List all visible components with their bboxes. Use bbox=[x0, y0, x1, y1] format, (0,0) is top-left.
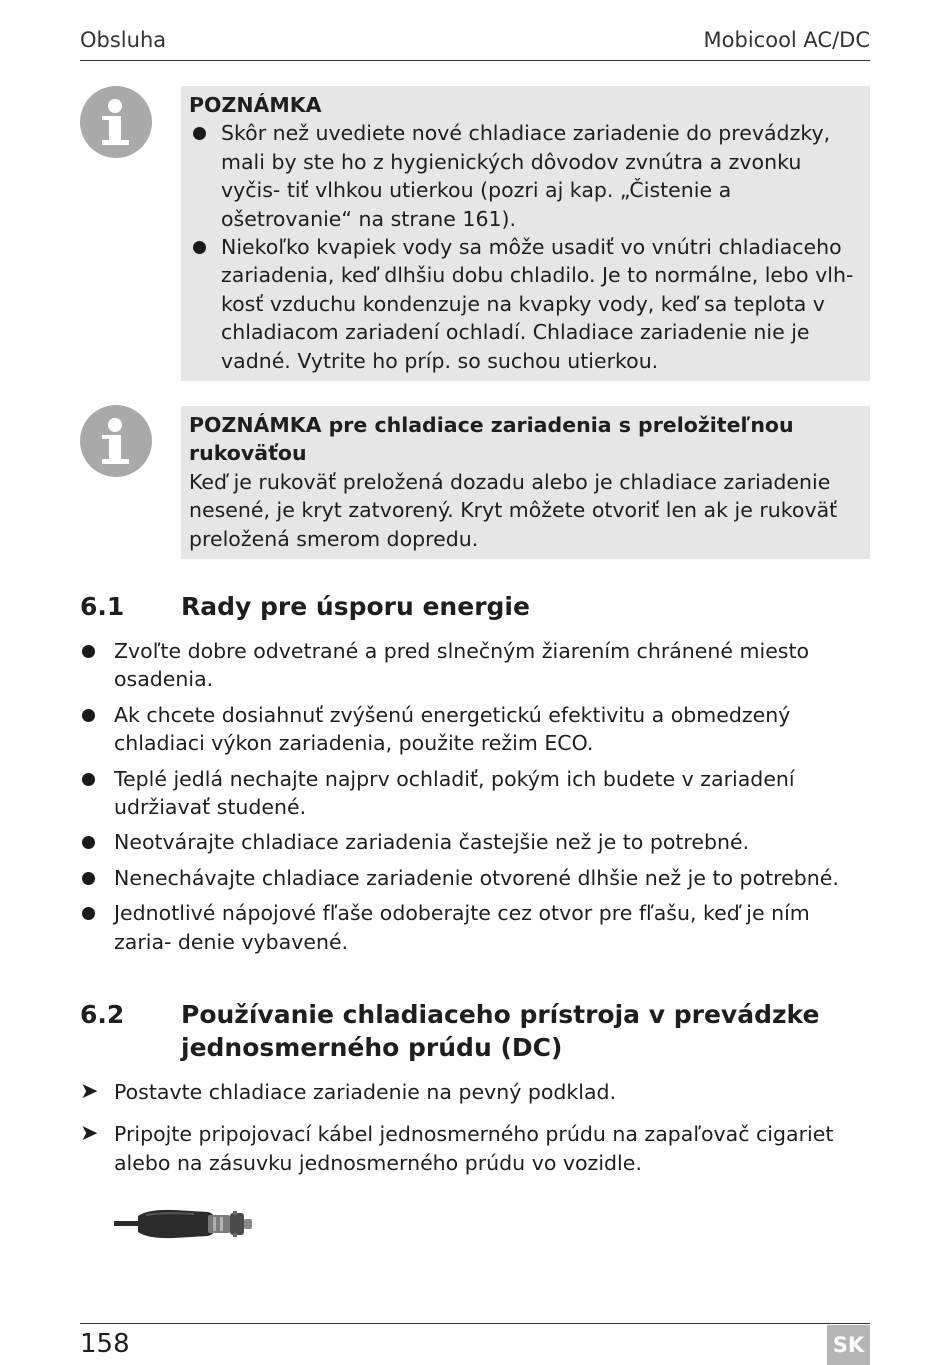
arrow-icon: ➤ bbox=[80, 1079, 99, 1104]
list-item: ➤ Postavte chladiace zariadenie na pevný podklad. bbox=[80, 1079, 617, 1104]
list-item: Zvoľte dobre odvetrané a pred slnečným žiarením chránené miesto osadenia. bbox=[80, 637, 870, 694]
bullet-icon bbox=[82, 645, 95, 658]
page-number: 158 bbox=[80, 1329, 130, 1359]
list-item: Nenechávajte chladiace zariadenie otvorené dlhšie než je to potrebné. bbox=[80, 864, 870, 892]
section-number: 6.1 bbox=[80, 592, 125, 621]
bullet-icon bbox=[82, 709, 95, 722]
footer-rule bbox=[80, 1323, 870, 1324]
list-item: Niekoľko kvapiek vody sa môže usadiť vo vnútri chladiaceho zariadenia, keď dlhšiu dobu chladilo. Je to normálne, lebo vlh- kosť vzduchu kondenzuje na kvapky vody, keď sa teplota v chladiacom zariadení ochladí. Chladiace zariadenie nie je vadné. Vytrite ho príp. so suchou utierkou. bbox=[189, 233, 862, 375]
language-badge: SK bbox=[827, 1325, 870, 1365]
info-icon bbox=[80, 86, 152, 158]
bullet-icon bbox=[82, 907, 95, 920]
note-box-handle bbox=[181, 406, 870, 559]
list-item: Jednotlivé nápojové fľaše odoberajte cez otvor pre fľašu, keď je ním zaria- denie vybavené. bbox=[80, 899, 870, 956]
bullet-icon bbox=[82, 836, 95, 849]
note-title: POZNÁMKA bbox=[189, 93, 322, 117]
header-chapter: Obsluha bbox=[80, 28, 167, 52]
info-icon bbox=[80, 405, 152, 477]
dc-plug-illustration bbox=[114, 1204, 256, 1244]
bullet-icon bbox=[82, 872, 95, 885]
list-item: Skôr než uvediete nové chladiace zariadenie do prevádzky, mali by ste ho z hygienických dôvodov zvnútra a zvonku vyčis- tiť vlhkou utierkou (pozri aj kap. „Čistenie a ošetrovanie“ na strane 161). bbox=[189, 119, 862, 233]
energy-tips-list bbox=[80, 637, 870, 963]
note-list bbox=[189, 119, 862, 375]
list-item: Ak chcete dosiahnuť zvýšenú energetickú efektivitu a obmedzený chladiaci výkon zariadenia, použite režim ECO. bbox=[80, 701, 870, 758]
section-title: Používanie chladiaceho prístroja v prevádzke jednosmerného prúdu (DC) bbox=[181, 1000, 820, 1062]
section-title: Rady pre úsporu energie bbox=[181, 592, 530, 621]
section-number: 6.2 bbox=[80, 1000, 125, 1029]
bullet-icon bbox=[193, 241, 206, 254]
list-item: Teplé jedlá nechajte najprv ochladiť, pokým ich budete v zariadení udržiavať studené. bbox=[80, 765, 870, 822]
list-item: ➤ Pripojte pripojovací kábel jednosmerného prúdu na zapaľovač cigariet alebo na zásuvku jednosmerného prúdu vo vozidle. bbox=[80, 1121, 834, 1175]
note-box bbox=[181, 86, 870, 381]
dc-steps-list bbox=[80, 1078, 870, 1184]
note-text: Keď je rukoväť preložená dozadu alebo je chladiace zariadenie nesené, je kryt zatvorený. Kryt môžete otvoriť len ak je rukoväť preložená smerom dopredu. bbox=[189, 469, 838, 551]
header-product: Mobicool AC/DC bbox=[703, 28, 870, 52]
arrow-icon: ➤ bbox=[80, 1121, 99, 1147]
list-item: Neotvárajte chladiace zariadenia častejšie než je to potrebné. bbox=[80, 828, 870, 856]
bullet-icon bbox=[193, 127, 206, 140]
note-title: POZNÁMKA pre chladiace zariadenia s preložiteľnou rukoväťou bbox=[189, 413, 794, 466]
page-header bbox=[80, 28, 870, 61]
bullet-icon bbox=[82, 773, 95, 786]
